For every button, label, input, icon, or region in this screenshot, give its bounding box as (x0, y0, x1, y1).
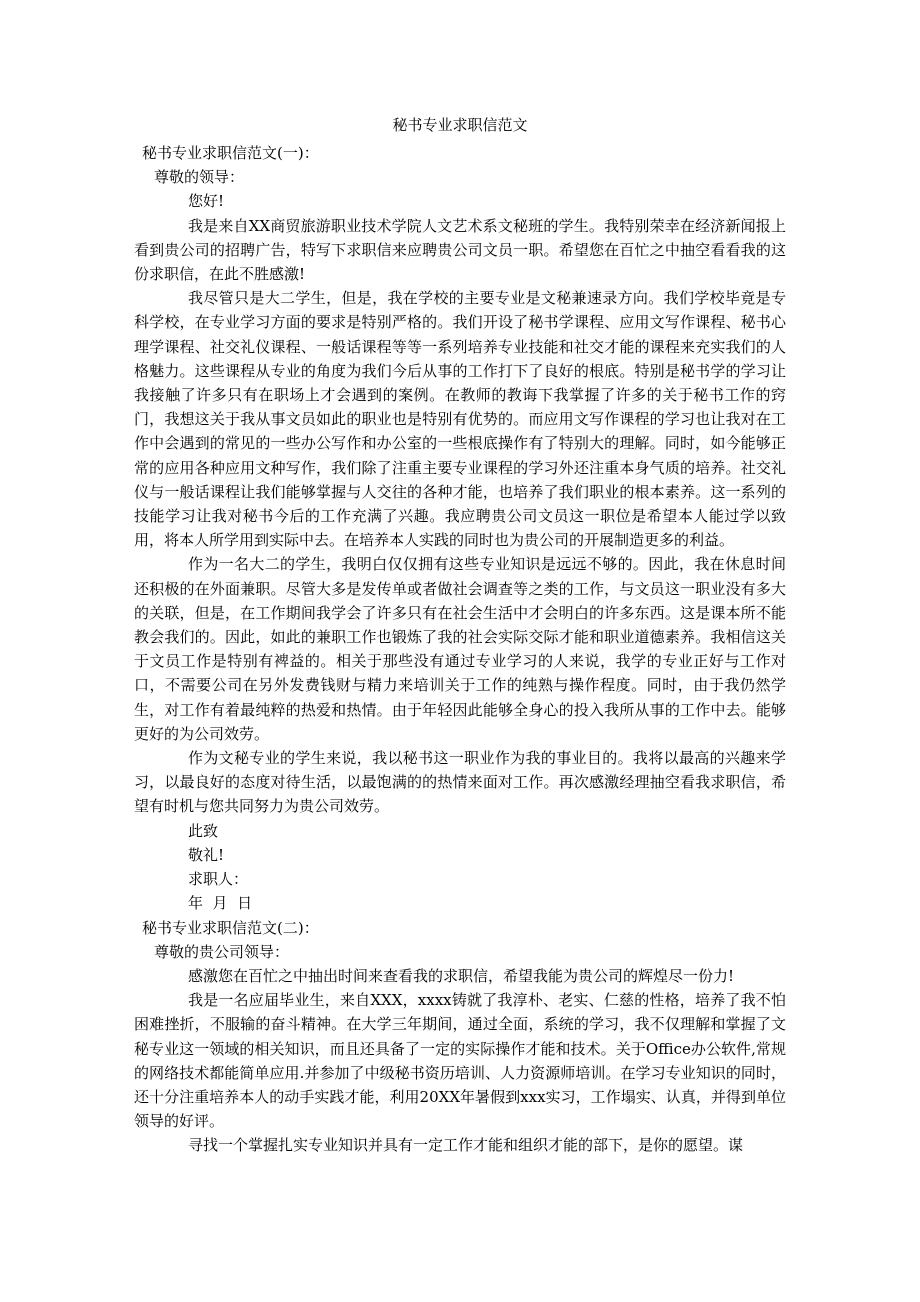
letter1-paragraph: 作为一名大二的学生，我明白仅仅拥有这些专业知识是远远不够的。因此，我在休息时间还积极的在外面兼职。尽管大多是发传单或者做社会调查等之类的工作，与文员这一职业没有多大的关联，但是，在工作期间我学会了许多只有在社会生活中才会明白的许多东西。这是课本所不能教会我们的。因此，如此的兼职工作也锻炼了我的社会实际交际才能和职业道德素养。我相信这关于文员工作是特别有裨益的。相关于那些没有通过专业学习的人来说，我学的专业正好与工作对口，不需要公司在另外发费钱财与精力来培训关于工作的纯熟与操作程度。同时，由于我仍然学生，对工作有着最纯粹的热爱和热情。由于年轻因此能够全身心的投入我所从事的工作中去。能够更好的为公司效劳。 (134, 555, 786, 743)
letter2-paragraph: 感激您在百忙之中抽出时间来查看我的求职信，希望我能为贵公司的辉煌尽一份力! (188, 966, 735, 985)
letter1-date: 年 月 日 (188, 894, 253, 913)
letter1-closing-2: 敬礼! (188, 845, 225, 864)
page-title: 秘书专业求职信范文 (392, 116, 528, 134)
letter2-salutation: 尊敬的贵公司领导： (154, 942, 290, 961)
letter1-signer: 求职人： (188, 870, 249, 889)
letter2-heading: 秘书专业求职信范文(二)： (142, 918, 319, 937)
letter2-paragraph: 我是一名应届毕业生，来自XXX，xxxx铸就了我淳朴、老实、仁慈的性格，培养了我不怕困难挫折，不服输的奋斗精神。在大学三年期间，通过全面，系统的学习，我不仅理解和掌握了文秘专业这一领域的相关知识，而且还具备了一定的实际操作才能和技术。关于Office办公软件,常规的网络技术都能简单应用.并参加了中级秘书资历培训、人力资源师培训。在学习专业知识的同时，还十分注重培养本人的动手实践才能，利用20XX年暑假到xxx实习，工作塌实、认真，并得到单位领导的好评。 (134, 991, 786, 1131)
letter-document (134, 113, 786, 1158)
letter1-closing-1: 此致 (188, 821, 219, 840)
letter2-paragraph: 寻找一个掌握扎实专业知识并具有一定工作才能和组织才能的部下，是你的愿望。谋 (188, 1136, 744, 1155)
letter1-heading: 秘书专业求职信范文(一)： (142, 144, 319, 162)
letter1-paragraph: 我尽管只是大二学生，但是，我在学校的主要专业是文秘兼速录方向。我们学校毕竟是专科学校，在专业学习方面的要求是特别严格的。我们开设了秘书学课程、应用文写作课程、秘书心理学课程、社交礼仪课程、一般话课程等等一系列培养专业技能和社交才能的课程来充实我们的人格魅力。这些课程从专业的角度为我们今后从事的工作打下了良好的根底。特别是秘书学的学习让我接触了许多只有在职场上才会遇到的案例。在教师的教诲下我掌握了许多的关于秘书工作的窍门，我想这关于我从事文员如此的职业也是特别有优势的。而应用文写作课程的学习也让我对在工作中会遇到的常见的一些办公写作和办公室的一些根底操作有了特别大的理解。同时，如今能够正常的应用各种应用文种写作，我们除了注重主要专业课程的学习外还注重本身气质的培养。社交礼仪与一般话课程让我们能够掌握与人交往的各种才能，也培养了我们职业的根本素养。这一系列的技能学习让我对秘书今后的工作充满了兴趣。我应聘贵公司文员这一职位是希望本人能过学以致用，将本人所学用到实际中去。在培养本人实践的同时也为贵公司的开展制造更多的利益。 (134, 289, 786, 550)
letter1-greeting: 您好! (188, 192, 225, 211)
letter1-paragraph: 作为文秘专业的学生来说，我以秘书这一职业作为我的事业目的。我将以最高的兴趣来学习，以最良好的态度对待生活，以最饱满的的热情来面对工作。再次感激经理抽空看我求职信，希望有时机与您共同努力为贵公司效劳。 (134, 749, 786, 816)
letter1-salutation: 尊敬的领导： (154, 168, 245, 187)
letter1-paragraph: 我是来自XX商贸旅游职业技术学院人文艺术系文秘班的学生。我特别荣幸在经济新闻报上看到贵公司的招聘广告，特写下求职信来应聘贵公司文员一职。希望您在百忙之中抽空看看我的这份求职信，在此不胜感激! (134, 216, 786, 284)
